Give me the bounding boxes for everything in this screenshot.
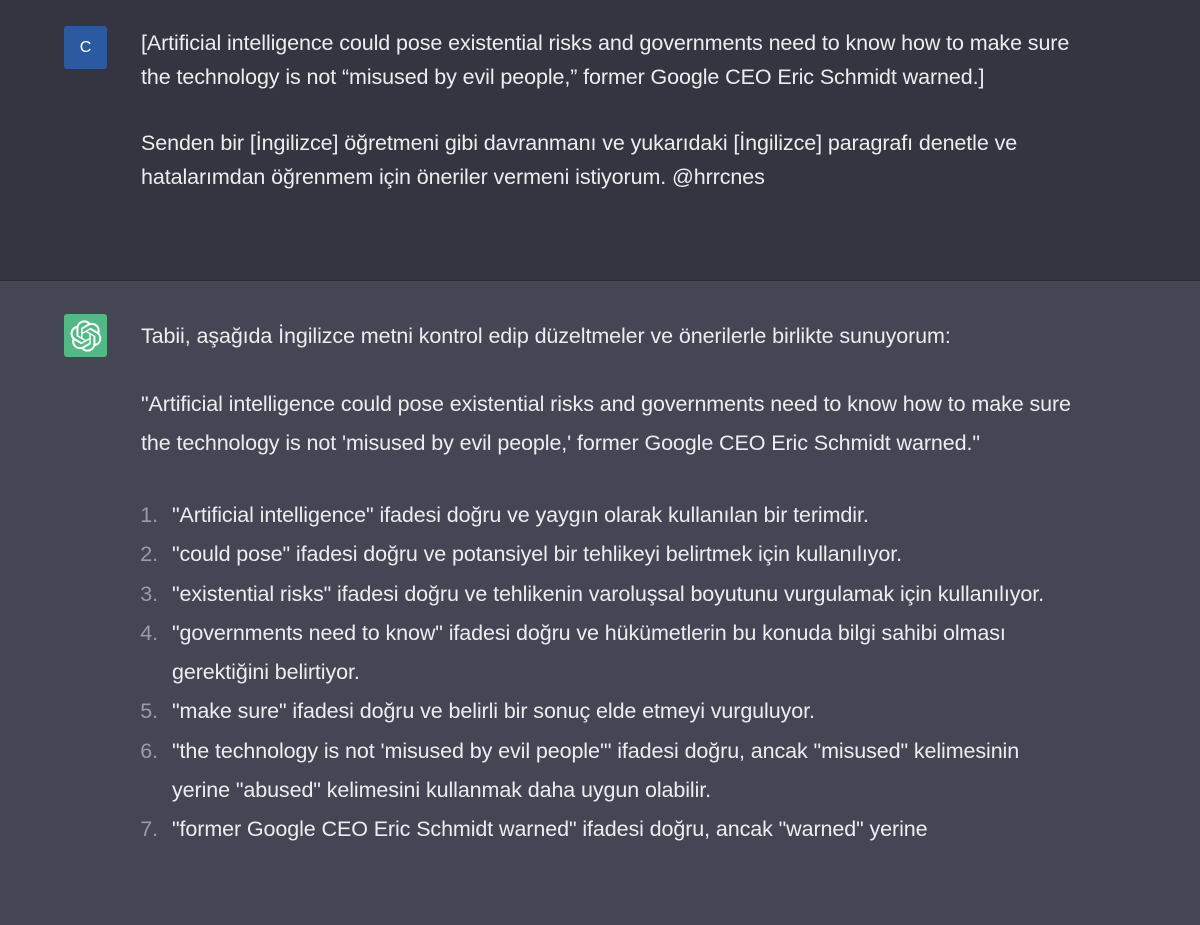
assistant-message: [0, 281, 1200, 925]
list-item: [141, 496, 1081, 535]
list-item: [141, 535, 1081, 574]
list-number: 1.: [140, 503, 158, 527]
list-item-text: "existential risks" ifadesi doğru ve tehlikenin varoluşsal boyutunu vurgulamak için kullanılıyor.: [172, 581, 1044, 606]
list-item-text: "could pose" ifadesi doğru ve potansiyel bir tehlikeyi belirtmek için kullanılıyor.: [172, 542, 902, 567]
user-paragraph-request: Senden bir [İngilizce] öğretmeni gibi davranmanı ve yukarıdaki [İngilizce] paragrafı denetle ve hatalarımdan öğrenmem için öneriler vermeni istiyorum. @hrrcnes: [141, 131, 1018, 189]
list-item: [141, 732, 1081, 811]
list-number: 2.: [140, 542, 158, 567]
user-avatar: [64, 26, 107, 69]
user-message-content: [141, 27, 1081, 194]
list-item: [141, 810, 1081, 849]
list-number: 3.: [140, 581, 158, 606]
list-item: [141, 575, 1081, 614]
list-item-text: "the technology is not 'misused by evil people'" ifadesi doğru, ancak "misused" kelimesinin yerine "abused" kelimesini kullanmak daha uygun olabilir.: [172, 738, 1020, 803]
list-item: [141, 692, 1081, 731]
user-avatar-letter: C: [79, 38, 92, 56]
list-item-text: "former Google CEO Eric Schmidt warned" ifadesi doğru, ancak "warned" yerine: [172, 817, 928, 842]
list-number: 5.: [140, 699, 158, 724]
user-paragraph-quote: [Artificial intelligence could pose existential risks and governments need to know how to make sure the technology is not “misused by evil people,” former Google CEO Eric Schmidt warned.]: [141, 31, 1070, 89]
assistant-intro: Tabii, aşağıda İngilizce metni kontrol edip düzeltmeler ve önerilerle birlikte sunuyorum:: [141, 324, 951, 348]
assistant-message-content: [141, 317, 1081, 850]
list-number: 4.: [140, 620, 158, 645]
user-message: [0, 0, 1200, 281]
list-number: 6.: [140, 738, 158, 763]
openai-logo-icon: [64, 314, 107, 357]
list-item-text: "make sure" ifadesi doğru ve belirli bir sonuç elde etmeyi vurguluyor.: [172, 699, 815, 724]
list-number: 7.: [140, 817, 158, 842]
list-item-text: "governments need to know" ifadesi doğru ve hükümetlerin bu konuda bilgi sahibi olması gerektiğini belirtiyor.: [172, 620, 1006, 685]
feedback-list: [141, 496, 1081, 850]
assistant-corrected-quote: "Artificial intelligence could pose existential risks and governments need to know how to make sure the technology is not 'misused by evil people,' former Google CEO Eric Schmidt warned.": [141, 392, 1071, 455]
list-item: [141, 614, 1081, 693]
list-item-text: "Artificial intelligence" ifadesi doğru ve yaygın olarak kullanılan bir terimdir.: [172, 503, 869, 527]
